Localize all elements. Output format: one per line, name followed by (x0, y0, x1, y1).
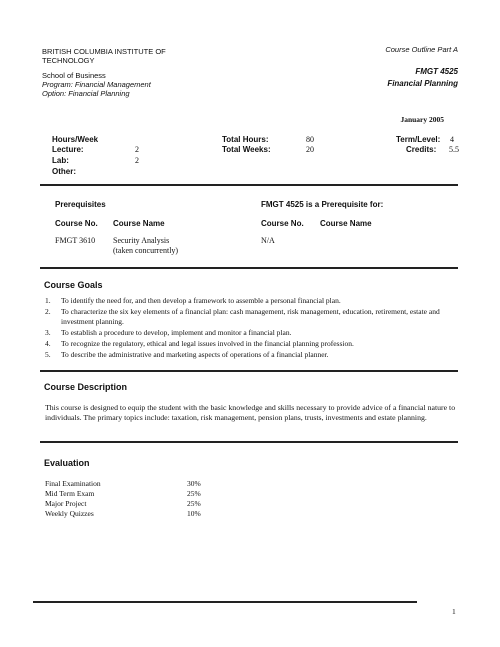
prerequisites-heading: Prerequisites (55, 200, 106, 209)
other-label: Other: (52, 167, 76, 176)
is-prereq-value: N/A (261, 236, 275, 245)
prereq-col-course-name: Course Name (113, 219, 165, 228)
goal-number: 5. (45, 350, 51, 359)
evaluation-value: 25% (187, 499, 201, 508)
prereq-course-note: (taken concurrently) (113, 246, 179, 255)
credits-value: 5.5 (449, 145, 459, 154)
goal-text: To recognize the regulatory, ethical and legal issues involved in the financial planning profession. (61, 339, 354, 348)
evaluation-value: 10% (187, 509, 201, 518)
lab-label: Lab: (52, 156, 69, 165)
divider-description (40, 441, 458, 443)
is-prerequisite-heading: FMGT 4525 is a Prerequisite for: (261, 200, 384, 209)
goal-text: To describe the administrative and marketing aspects of operations of a financial planner. (61, 350, 329, 359)
evaluation-label: Weekly Quizzes (45, 509, 94, 518)
total-hours-label: Total Hours: (222, 135, 269, 144)
option-name: Option: Financial Planning (42, 89, 130, 98)
course-title: Financial Planning (387, 79, 458, 88)
divider-goals (40, 370, 458, 372)
goal-text: To establish a procedure to develop, implement and monitor a financial plan. (61, 328, 292, 337)
outline-label: Course Outline Part A (385, 45, 458, 54)
course-description-heading: Course Description (44, 382, 128, 392)
evaluation-heading: Evaluation (44, 458, 90, 468)
prereq-course-name: Security Analysis (113, 236, 170, 245)
goal-text: To characterize the six key elements of a financial plan: cash management, risk management, education, retirement, estate and investment planning. (61, 307, 440, 326)
total-weeks-label: Total Weeks: (222, 145, 271, 154)
outline-date: January 2005 (400, 115, 444, 124)
program-name: Program: Financial Management (42, 80, 151, 89)
lecture-value: 2 (135, 145, 139, 154)
course-goals-list (0, 296, 500, 366)
course-description-text: This course is designed to equip the student with the basic knowledge and skills necessary to provide advice of a financial nature to individuals. The primary topics include: taxation, risk management, pension plans, trusts, investments and estate planning. (45, 403, 456, 422)
evaluation-label: Final Examination (45, 479, 101, 488)
goal-number: 1. (45, 296, 51, 305)
term-level-value: 4 (450, 135, 454, 144)
footer-rule (33, 601, 417, 603)
institute-name-line2: TECHNOLOGY (42, 56, 95, 65)
term-level-label: Term/Level: (396, 135, 441, 144)
course-code: FMGT 4525 (415, 67, 458, 76)
course-goals-heading: Course Goals (44, 280, 103, 290)
lab-value: 2 (135, 156, 139, 165)
goal-text: To identify the need for, and then develop a framework to assemble a personal financial plan. (61, 296, 341, 305)
lecture-label: Lecture: (52, 145, 84, 154)
is-prereq-col-course-name: Course Name (320, 219, 372, 228)
total-weeks-value: 20 (306, 145, 314, 154)
prereq-course-no: FMGT 3610 (55, 236, 96, 245)
goal-number: 2. (45, 307, 51, 316)
is-prereq-col-course-no: Course No. (261, 219, 304, 228)
school-name: School of Business (42, 71, 106, 80)
divider-hours (40, 184, 458, 186)
institute-name-line1: BRITISH COLUMBIA INSTITUTE OF (42, 47, 166, 56)
page-number: 1 (452, 607, 456, 616)
evaluation-label: Major Project (45, 499, 87, 508)
goal-number: 3. (45, 328, 51, 337)
total-hours-value: 80 (306, 135, 314, 144)
hours-week-heading: Hours/Week (52, 135, 99, 144)
evaluation-value: 25% (187, 489, 201, 498)
divider-prerequisites (40, 267, 458, 269)
evaluation-value: 30% (187, 479, 201, 488)
goal-number: 4. (45, 339, 51, 348)
credits-label: Credits: (406, 145, 437, 154)
evaluation-label: Mid Term Exam (45, 489, 95, 498)
prereq-col-course-no: Course No. (55, 219, 98, 228)
